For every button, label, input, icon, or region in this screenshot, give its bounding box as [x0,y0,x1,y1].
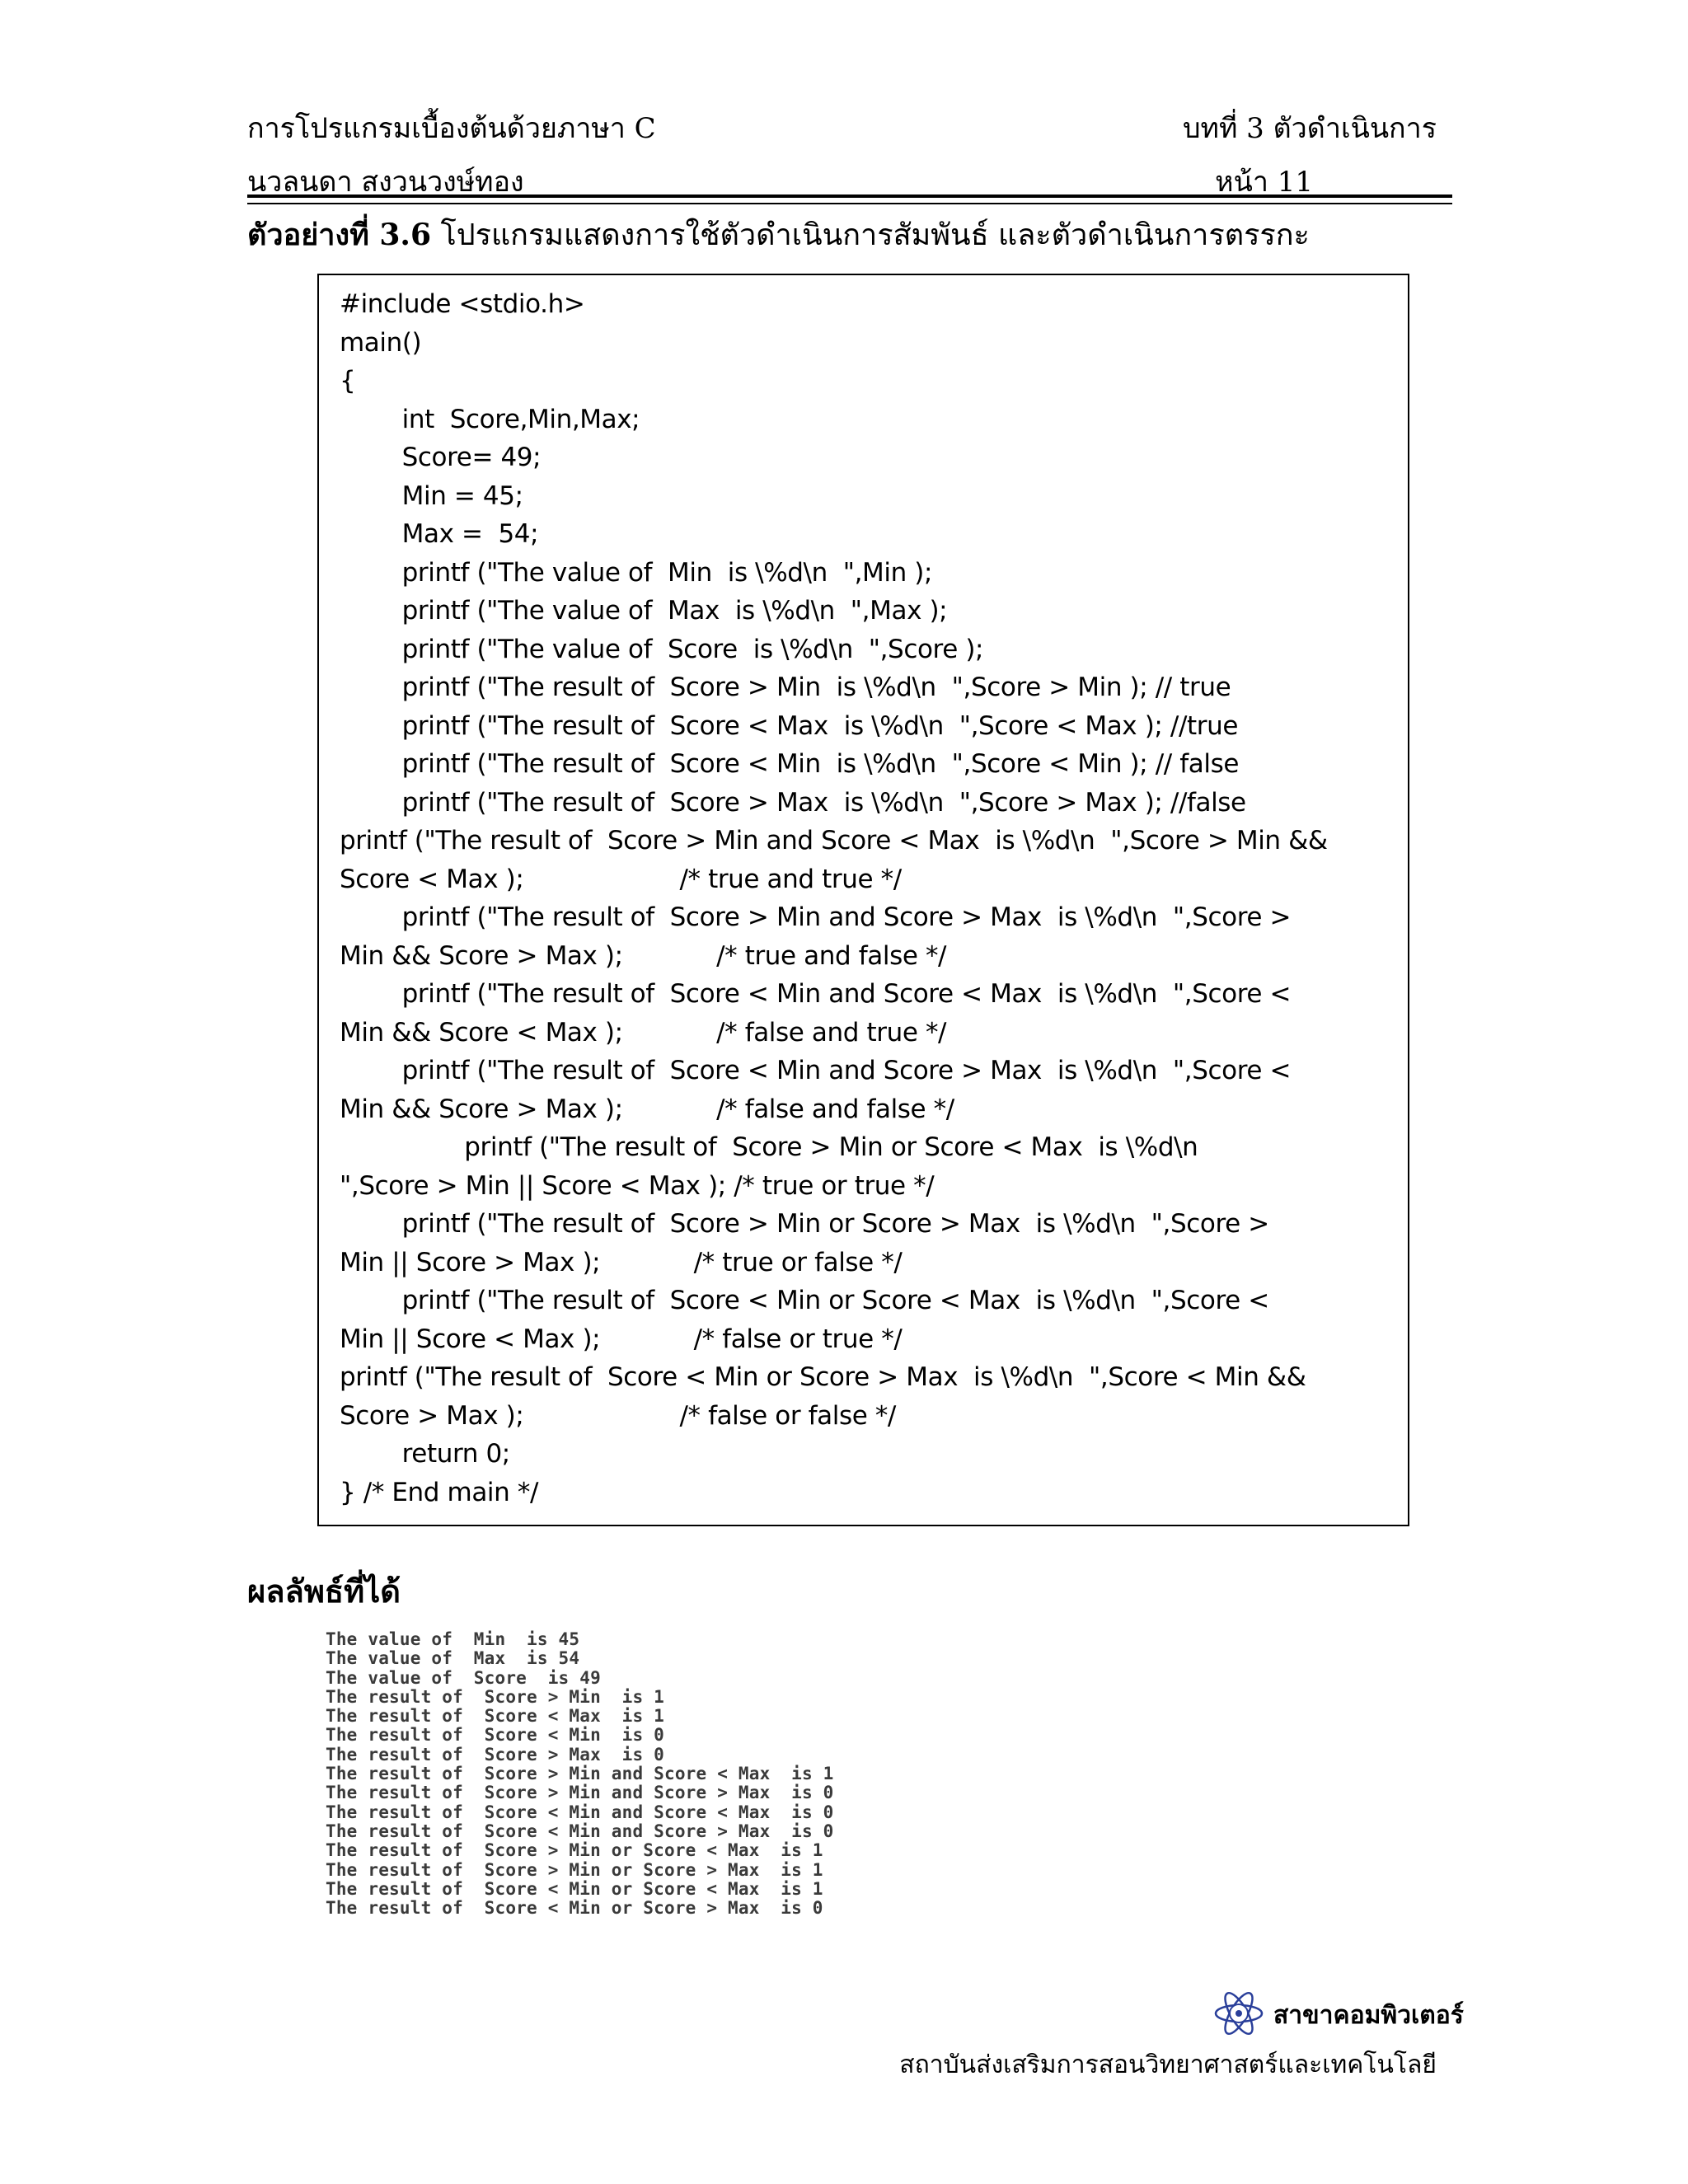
ipst-atom-logo-icon [1213,1988,1264,2039]
code-line: printf ("The result of Score < Min is \%d\n ",Score < Min ); // false [340,749,1240,779]
console-output-line: The result of Score < Min and Score > Max is 0 [326,1821,834,1841]
code-line: Min && Score < Max ); /* false and true */ [340,1017,947,1047]
code-line: Min || Score < Max ); /* false or true */ [340,1324,903,1354]
author-name: นวลนดา สงวนวงษ์ทอง [247,166,524,199]
code-line: int Score,Min,Max; [340,404,640,434]
code-line: printf ("The result of Score > Max is \%d\n ",Score > Max ); //false [340,787,1246,818]
code-line: printf ("The result of Score < Min or Score < Max is \%d\n ",Score < [340,1286,1269,1315]
code-line: Max = 54; [340,519,539,549]
console-output-line: The result of Score > Max is 0 [326,1744,664,1765]
code-line: printf ("The value of Min is \%d\n ",Min ); [340,557,933,588]
code-line: Min && Score > Max ); /* false and false */ [340,1094,954,1124]
code-line: Score < Max ); /* true and true */ [340,864,902,894]
code-line: return 0; [340,1439,510,1469]
course-title: การโปรแกรมเบื้องต้นด้วยภาษา C [247,112,656,145]
example-caption [247,211,1310,258]
header-rule-thin [247,203,1452,204]
code-line: ",Score > Min || Score < Max ); /* true or true */ [340,1170,935,1201]
console-output-line: The result of Score < Min and Score < Max is 0 [326,1802,834,1822]
console-output-line: The value of Max is 54 [326,1648,580,1669]
code-line: printf ("The result of Score > Min and Score > Max is \%d\n ",Score > [340,902,1292,932]
code-line: printf ("The result of Score > Min and Score < Max is \%d\n ",Score > Min && [340,826,1328,855]
code-line: Min = 45; [340,480,523,511]
console-output-line: The result of Score > Min and Score < Max is 1 [326,1764,834,1784]
code-line: Score= 49; [340,443,542,472]
code-line: printf ("The value of Max is \%d\n ",Max ); [340,596,948,626]
footer-institute: สถาบันส่งเสริมการสอนวิทยาศาสตร์และเทคโนโลยี [899,2050,1437,2079]
example-label: ตัวอย่างที่ 3.6 [247,218,431,252]
output-heading: ผลลัพธ์ที่ได้ [247,1572,401,1610]
code-line: } /* End main */ [340,1477,538,1507]
code-line: Min && Score > Max ); /* true and false */ [340,940,947,971]
code-line: printf ("The result of Score > Min is \%d\n ",Score > Min ); // true [340,673,1231,702]
code-line: #include <stdio.h> [340,289,585,319]
console-output-line: The result of Score < Max is 1 [326,1706,664,1727]
console-output-line: The result of Score > Min and Score > Max is 0 [326,1783,834,1803]
console-output-line: The result of Score < Min is 0 [326,1725,664,1746]
code-line: Min || Score > Max ); /* true or false */ [340,1247,903,1277]
console-output-line: The result of Score > Min or Score > Max is 1 [326,1859,823,1880]
code-listing [340,285,1391,1511]
code-line: printf ("The result of Score < Min and Score < Max is \%d\n ",Score < [340,979,1292,1009]
header-rule-thick [247,194,1452,198]
code-line: { [340,366,356,396]
code-line: printf ("The result of Score < Min and Score > Max is \%d\n ",Score < [340,1056,1292,1085]
code-listing-box [317,274,1409,1526]
code-line: main() [340,327,422,358]
console-output-line: The result of Score < Min or Score < Max is 1 [326,1878,823,1899]
footer-department: สาขาคอมพิวเตอร์ [1273,2001,1464,2030]
console-output-line: The value of Score is 49 [326,1667,601,1688]
code-line: Score > Max ); /* false or false */ [340,1400,896,1431]
code-line: printf ("The result of Score < Min or Score > Max is \%d\n ",Score < Min && [340,1362,1306,1392]
code-line: printf ("The result of Score > Min or Score < Max is \%d\n [340,1132,1198,1162]
console-output-line: The result of Score < Min or Score > Max is 0 [326,1898,823,1919]
code-line: printf ("The result of Score < Max is \%d\n ",Score < Max ); //true [340,710,1239,741]
example-description: โปรแกรมแสดงการใช้ตัวดำเนินการสัมพันธ์ และตัวดำเนินการตรรกะ [431,218,1310,252]
console-output-screenshot [326,1630,833,1918]
console-output-line: The result of Score > Min or Score < Max is 1 [326,1840,823,1861]
console-output-line: The value of Min is 45 [326,1629,580,1649]
page-number: หน้า 11 [1215,166,1313,199]
chapter-title: บทที่ 3 ตัวดำเนินการ [1182,112,1437,145]
code-line: printf ("The result of Score > Min or Score > Max is \%d\n ",Score > [340,1209,1269,1239]
console-output-line: The result of Score > Min is 1 [326,1686,664,1707]
code-line: printf ("The value of Score is \%d\n ",Score ); [340,634,984,664]
